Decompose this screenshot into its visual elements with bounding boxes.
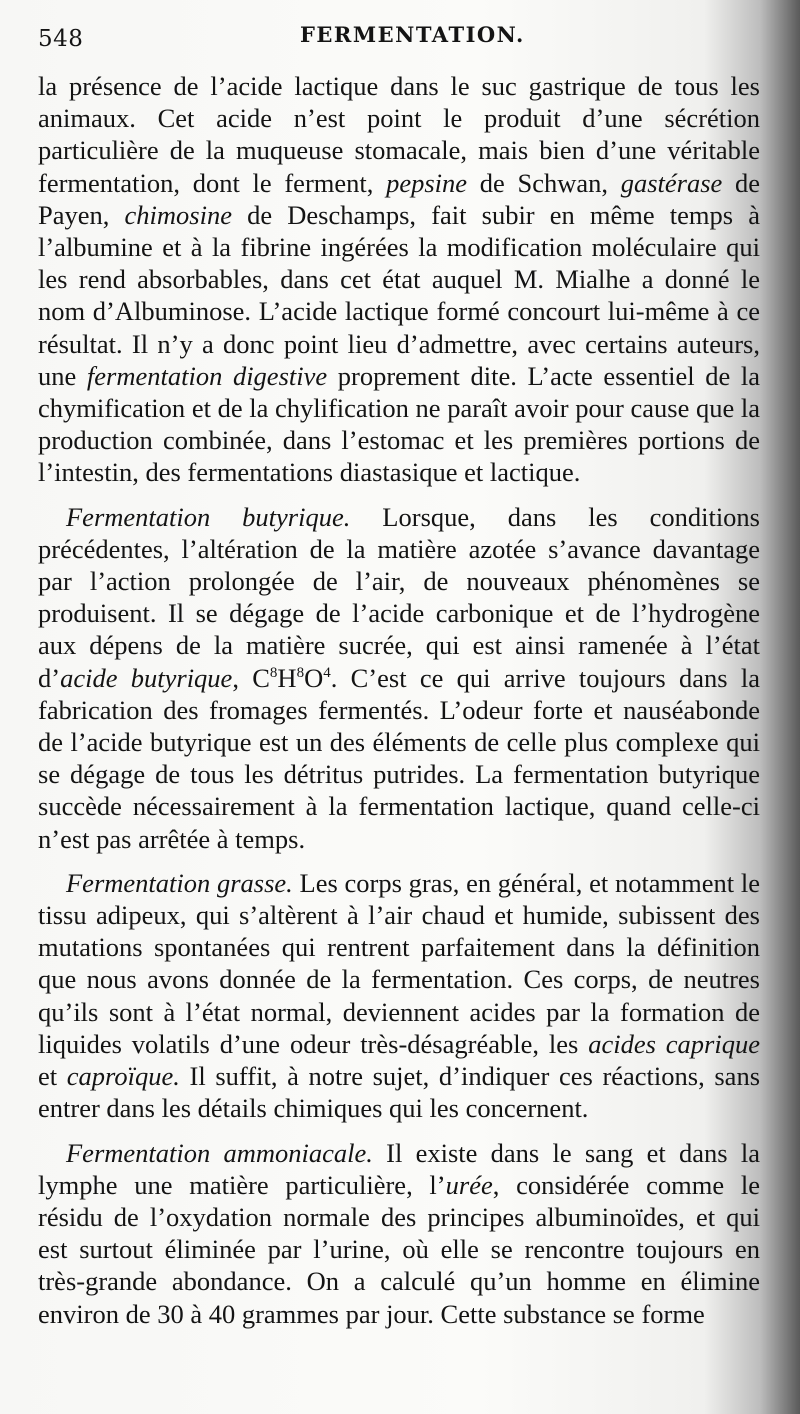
italic-text: pepsine [386, 167, 468, 198]
italic-text: Fermentation grasse. [66, 867, 293, 898]
formula-subscript: 4 [323, 664, 331, 681]
italic-text: Fermentation ammoniacale. [66, 1137, 373, 1168]
text-run: et [38, 1061, 67, 1092]
text-run: Lorsque, dans les conditions précédentes, l’altération de la matière azotée s’avance davantage par l’action prolongée de l’air, de nouveaux phénomènes se produisent. Il se dégage de l’acide carbonique et de l’hydrogène aux dépens de la matière sucrée, qui est ainsi ramenée à l’état d’ [38, 501, 760, 693]
text-run: la présence de l’acide lactique dans le suc gastrique de tous les animaux. Cet acide n’est point le produit d’une sécrétion particulière de la muqueuse stomacale, mais bien d’une véritable fermentation, dont le ferment, [38, 71, 760, 198]
italic-text: acide butyrique [60, 662, 233, 693]
paragraph-fatty-fermentation [38, 867, 760, 1125]
formula-subscript: 8 [269, 664, 278, 681]
text-run: de Schwan, [467, 167, 621, 198]
text-run: O [304, 662, 324, 693]
italic-text: gastérase [620, 167, 723, 198]
italic-text: acides caprique [588, 1028, 760, 1059]
paragraph-lactic-continuation [38, 70, 760, 489]
text-run: proprement dite. L’acte essentiel de la chymification et de la chylification ne paraît avoir pour cause que la production combinée, dans l’estomac et les premières portions de l’intestin, des fermentations diastasique et lactique. [38, 360, 760, 488]
text-run: H [277, 662, 297, 693]
text-run: Il existe dans le sang et dans la lymphe une matière particulière, l’ [38, 1137, 760, 1200]
text-run: de Payen, [38, 167, 760, 230]
body-text [38, 70, 760, 1330]
text-run: . C’est ce qui arrive toujours dans la fabrication des fromages fermentés. L’odeur forte et nauséabonde de l’acide butyrique est un des éléments de celle plus complexe qui se dégage de tous les détritus putrides. La fermentation butyrique succède nécessairement à la fermentation lactique, quand celle-ci n’est pas arrêtée à temps. [38, 662, 761, 854]
page-number: 548 [38, 26, 84, 52]
text-run: de Deschamps, fait subir en même temps à l’albumine et à la fibrine ingérées la modification moléculaire qui les rend absorbables, dans cet état auquel M. Mialhe a donné le nom d’Albuminose. L’acide lactique formé concourt lui-même à ce résultat. Il n’y a donc point lieu d’admettre, avec certains auteurs, une [38, 199, 761, 391]
page-header [38, 18, 738, 52]
italic-text: Fermentation butyrique. [66, 501, 351, 532]
text-run: , C [232, 662, 270, 693]
paragraph-ammoniacal-fermentation [38, 1137, 760, 1330]
text-run: , considérée comme le résidu de l’oxydation normale des principes albuminoïdes, et qui est surtout éliminée par l’urine, où elle se rencontre toujours en très-grande abondance. On a calculé qu’un homme en élimine environ de 30 à 40 grammes par jour. Cette substance se forme [38, 1169, 760, 1329]
italic-text: chimosine [124, 199, 232, 230]
text-run: Il suffit, à notre sujet, d’indiquer ces réactions, sans entrer dans les détails chimiques qui les concernent. [38, 1061, 761, 1124]
text-run: Les corps gras, en général, et notamment le tissu adipeux, qui s’altèrent à l’air chaud et humide, subissent des mutations spontanées qui rentrent parfaitement dans la définition que nous avons donnée de la fermentation. Ces corps, de neutres qu’ils sont à l’état normal, deviennent acides par la formation de liquides volatils d’une odeur très-désagréable, les [38, 867, 760, 1059]
paragraph-butyric-fermentation [38, 501, 760, 855]
italic-text: urée [445, 1169, 493, 1200]
italic-text: fermentation digestive [86, 360, 328, 391]
running-title: FERMENTATION. [300, 22, 525, 47]
italic-text: caproïque. [66, 1061, 180, 1092]
formula-subscript: 8 [296, 664, 305, 681]
